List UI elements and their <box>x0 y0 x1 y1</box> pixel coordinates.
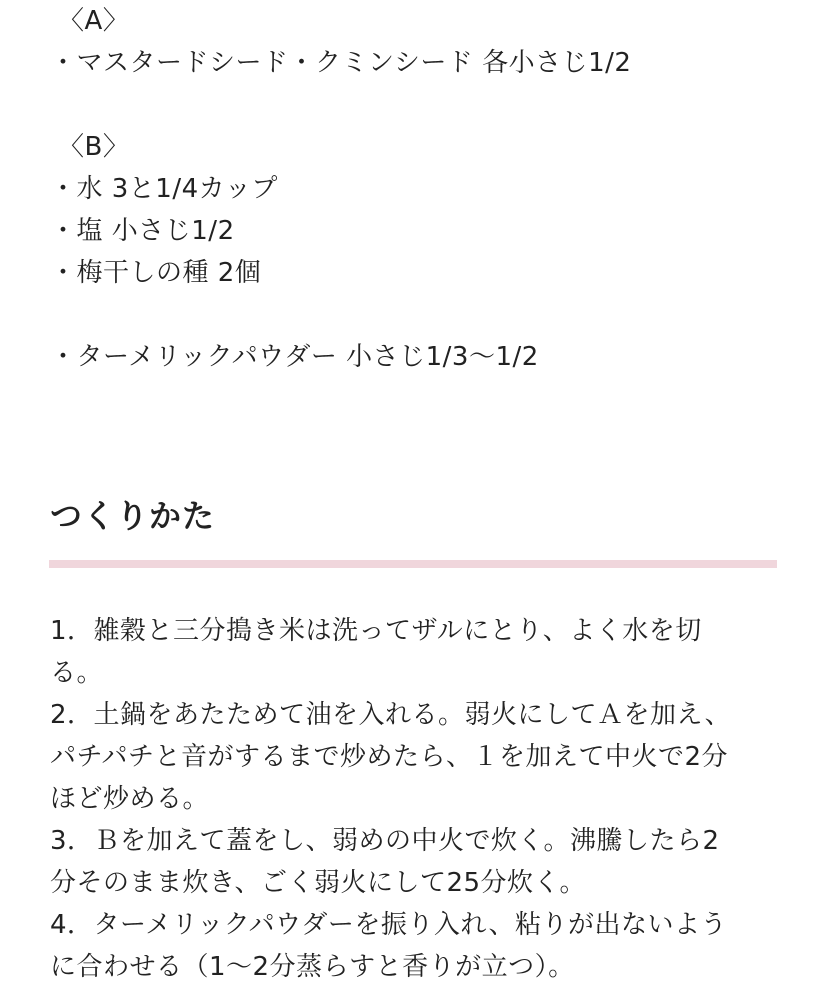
ingredient-item: ・水 3と1/4カップ <box>50 174 278 204</box>
step-line: 2．土鍋をあたためて油を入れる。弱火にしてＡを加え、 <box>50 700 732 730</box>
section-divider <box>49 560 777 568</box>
step-line: ほど炒める。 <box>50 784 210 814</box>
step-line: 分そのまま炊き、ごく弱火にして25分炊く。 <box>50 868 587 898</box>
ingredient-item: ・マスタードシード・クミンシード 各小さじ1/2 <box>50 48 632 78</box>
ingredients-list <box>50 0 777 378</box>
step-line: 4．ターメリックパウダーを振り入れ、粘りが出ないよう <box>50 910 727 940</box>
ingredient-item: ・塩 小さじ1/2 <box>50 216 235 246</box>
step-line: 1．雑穀と三分搗き米は洗ってザルにとり、よく水を切 <box>50 616 702 646</box>
step-line: る。 <box>50 658 104 688</box>
method-steps <box>50 610 777 988</box>
step-line: に合わせる（1〜2分蒸らすと香りが立つ）。 <box>50 952 575 982</box>
ingredient-item: ・ターメリックパウダー 小さじ1/3〜1/2 <box>50 342 539 372</box>
group-a-label: 〈A〉 <box>58 6 130 36</box>
group-b-label: 〈B〉 <box>58 132 130 162</box>
step-line: パチパチと音がするまで炒めたら、１を加えて中火で2分 <box>50 742 728 772</box>
ingredient-item: ・梅干しの種 2個 <box>50 258 262 288</box>
method-heading: つくりかた <box>50 497 216 535</box>
step-line: 3．Ｂを加えて蓋をし、弱めの中火で炊く。沸騰したら2 <box>50 826 720 856</box>
